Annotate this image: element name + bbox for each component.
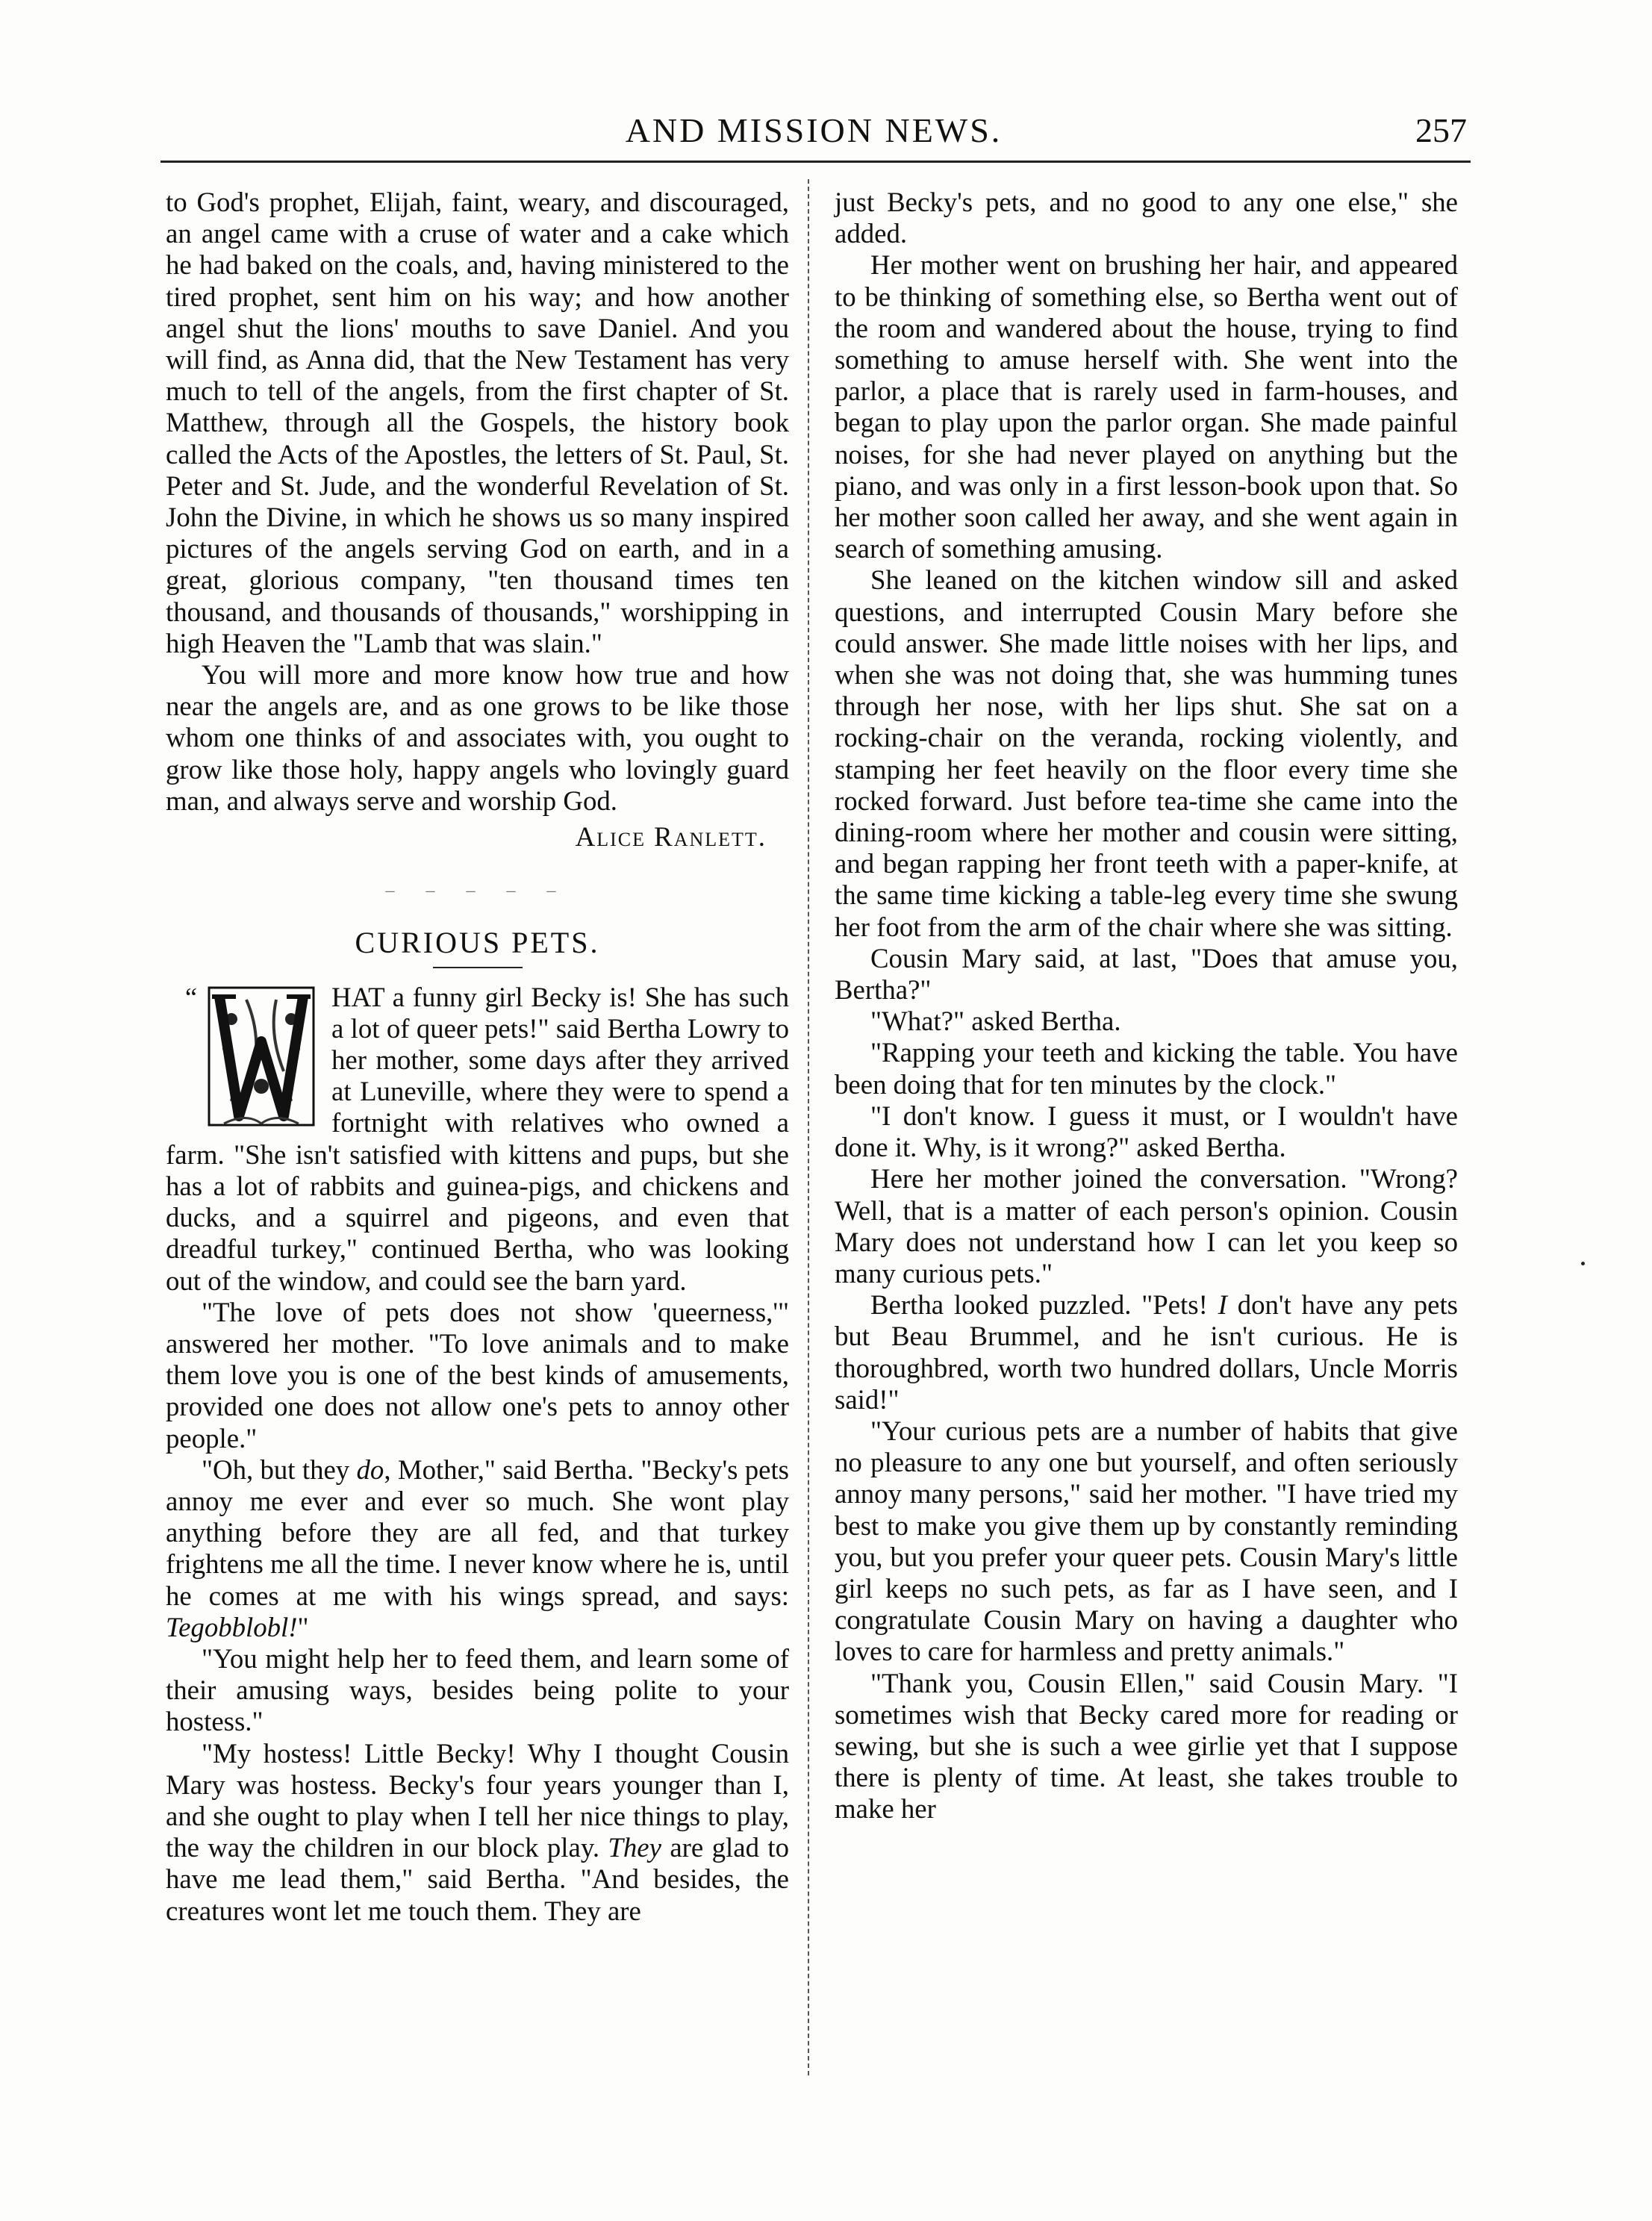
text-run: Bertha looked puzzled. "Pets! [870,1289,1218,1321]
author-signature: Alice Ranlett. [575,821,767,853]
story-paragraph-8: Cousin Mary said, at last, "Does that amuse you, Bertha?" [835,942,1458,1006]
text-run: "Oh, but they [202,1454,357,1485]
story-title: CURIOUS PETS. [355,926,600,960]
right-column [835,187,1458,1825]
story-paragraph-15: "Thank you, Cousin Ellen," said Cousin Mary. "I sometimes wish that Becky cared more for reading or sewing, but she is such a wee girlie yet that I suppose there is plenty of time. At least, she takes trouble to make her [835,1667,1458,1825]
section-separator: – – – – – [385,881,570,901]
ornamental-w-icon [202,982,321,1131]
story-paragraph-6: Her mother went on brushing her hair, and appeared to be thinking of something else, so Bertha went out of the room and wandered about the house, trying to find something to amuse herself with. She went into the parlor, a place that is rarely used in farm-houses, and began to play upon the parlor organ. She made painful noises, for she had never played on anything but the piano, and was only in a first lesson-book upon that. So her mother soon called her away, and she went again in search of something amusing. [835,249,1458,564]
left-column [166,187,789,1927]
emphasis-text: They [608,1832,661,1863]
emphasis-text: do [356,1454,384,1485]
emphasis-text: Tegobblobl! [166,1611,298,1642]
story-paragraph-11: "I don't know. I guess it must, or I wouldn't have done it. Why, is it wrong?" asked Bertha. [835,1100,1458,1163]
page-header [160,110,1467,155]
column-divider [808,179,809,2075]
text-run: don't have any pets but Beau Brummel, and he isn't curious. He is thoroughbred, worth two hundred dollars, Uncle Morris said!" [835,1289,1458,1415]
story-paragraph-2: "The love of pets does not show 'queerness,'" answered her mother. "To love animals and to make them love you is one of the best kinds of amusements, provided one does not allow one's pets to annoy other people." [166,1296,789,1454]
story-paragraph-7: She leaned on the kitchen window sill and asked questions, and interrupted Cousin Mary before she could answer. She made little noises with her lips, and when she was not doing that, she was humming tunes through her nose, with her lips shut. She sat on a rocking-chair on the veranda, rocking violently, and stamping her feet heavily on the floor every time she rocked forward. Just before tea-time she came into the dining-room where her mother and cousin were sitting, and began rapping her front teeth with a paper-knife, at the same time kicking a table-leg every time she swung her foot from the arm of the chair where she was sitting. [835,564,1458,942]
page-number: 257 [1415,111,1467,149]
print-speck [1581,1262,1585,1265]
story-paragraph-1: HAT a funny girl Becky is! She has such a lot of queer pets!" said Bertha Lowry to her mother, some days after they arrived at Luneville, where they were to spend a fortnight with relatives who owned a farm. "She isn't satisfied with kittens and pups, but she has a lot of rabbits and guinea-pigs, and chickens and ducks, and a squirrel and pigeons, and even that dreadful turkey," continued Bertha, who was looking out of the window, and could see the barn yard. [166,981,789,1296]
header-rule [160,161,1471,163]
ornamental-initial [164,982,321,1135]
text-run: " [297,1611,309,1642]
angels-paragraph-continued: to God's prophet, Elijah, faint, weary, and discouraged, an angel came with a cruse of water and a cake which he had baked on the coals, and, having ministered to the tired prophet, sent him on his way; and how another angel shut the lions' mouths to save Daniel. And you will find, as Anna did, that the New Testament has very much to tell of the angels, from the first chapter of St. Matthew, through all the Gospels, the history book called the Acts of the Apostles, the letters of St. Paul, St. Peter and St. Jude, and the wonderful Revelation of St. John the Divine, in which he shows us so many inspired pictures of the angels serving God on earth, and in a great, glorious company, "ten thousand times ten thousand, and thousands of thousands," worshipping in high Heaven the "Lamb that was slain." [166,187,789,658]
story-paragraph-14: "Your curious pets are a number of habits that give no pleasure to any one but yourself, and often seriously annoy many persons," said her mother. "I have tried my best to make you give them up by constantly reminding you, but you prefer your queer pets. Cousin Mary's little girl keeps no such pets, as far as I have seen, and I congratulate Cousin Mary on having a daughter who loves to care for harmless and pretty animals." [835,1415,1458,1667]
opening-quote: “ [185,982,197,1012]
story-paragraph-13 [835,1289,1458,1415]
title-rule [433,967,523,968]
running-title: AND MISSION NEWS. [625,111,1003,149]
text-run: , Mother," said Bertha. "Becky's pets annoy me ever and ever so much. She wont play anything before they are all fed, and that turkey frightens me all the time. I never know where he is, until he comes at me with his wings spread, and says: [166,1454,789,1611]
story-paragraph-9: "What?" asked Bertha. [870,1006,1121,1037]
story-paragraph-3 [166,1454,789,1643]
story-paragraph-continued: just Becky's pets, and no good to any one else," she added. [835,187,1458,249]
story-paragraph-5 [166,1738,789,1927]
story-paragraph-10: "Rapping your teeth and kicking the table. You have been doing that for ten minutes by the clock." [835,1037,1458,1100]
story-paragraph-12: Here her mother joined the conversation. "Wrong? Well, that is a matter of each person's opinion. Cousin Mary does not understand how I can let you keep so many curious pets." [835,1163,1458,1289]
story-opening [166,982,789,1297]
emphasis-text: I [1218,1289,1227,1321]
text-run: are glad to have me lead them," said Bertha. "And besides, the creatures wont let me touch them. They are [166,1832,789,1926]
text-run: "My hostess! Little Becky! Why I thought Cousin Mary was hostess. Becky's four years younger than I, and she ought to play when I tell her nice things to play, the way the children in our block play. [166,1737,789,1863]
story-paragraph-4: "You might help her to feed them, and learn some of their amusing ways, besides being polite to your hostess." [166,1642,789,1737]
angels-closing-paragraph: You will more and more know how true and how near the angels are, and as one grows to be like those whom one thinks of and associates with, you ought to grow like those holy, happy angels who lovingly guard man, and always serve and worship God. [166,659,789,816]
